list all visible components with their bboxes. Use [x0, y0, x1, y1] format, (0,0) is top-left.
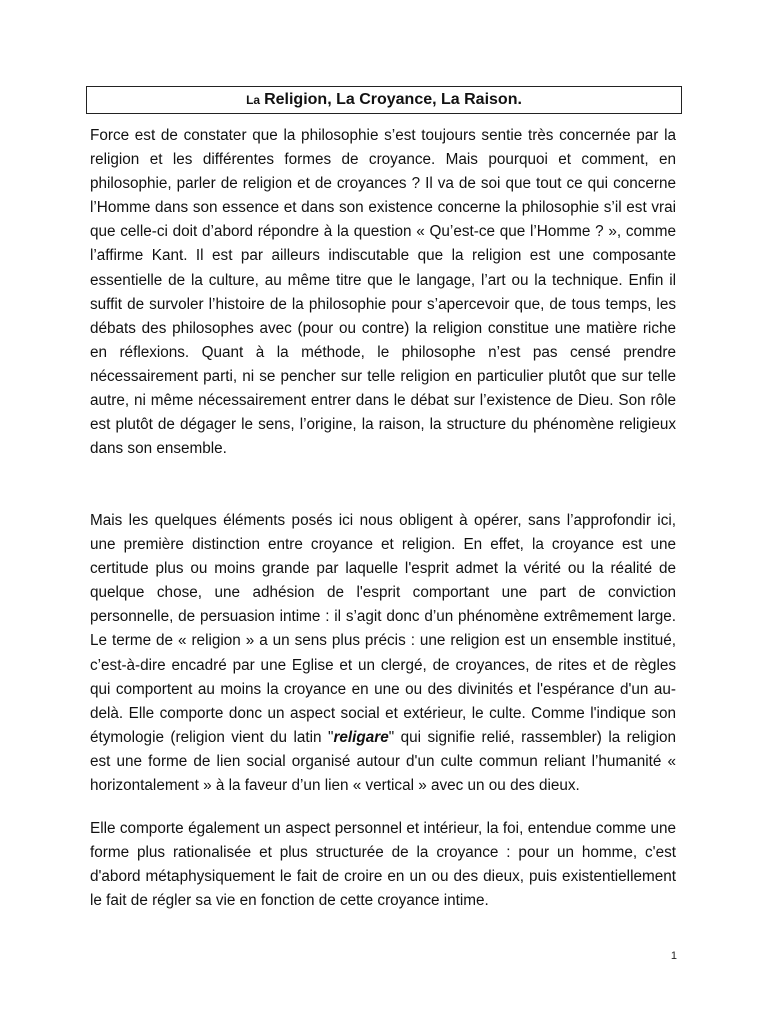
document-title: [246, 91, 522, 109]
paragraph-2-part-1: Mais les quelques éléments posés ici nous obligent à opérer, sans l’approfondir ici, une première distinction entre croyance et religion. En effet, la croyance est une certitude plus ou moins grande par laquelle l'esprit admet la vérité ou la réalité de quelque chose, une adhésion de l'esprit comportant une part de conviction personnelle, de persuasion intime : il s’agit donc d’un phénomène extrêmement large. Le terme de « religion » a un sens plus précis : une religion est un ensemble institué, c’est-à-dire encadré par une Eglise et un clergé, de croyances, de rites et de règles qui comportent au moins la croyance en une ou des divinités et l'espérance d'un au-delà. Elle comporte donc un aspect social et extérieur, le culte. Comme l'indique son étymologie (religion vient du latin ": [90, 512, 676, 746]
paragraph-2: [90, 509, 676, 798]
title-prefix: La: [246, 93, 261, 107]
paragraph-3: Elle comporte également un aspect personnel et intérieur, la foi, entendue comme une forme plus rationalisée et plus structurée de la croyance : pour un homme, c'est d'abord métaphysiquement le fait de croire en un ou des dieux, puis existentiellement le fait de régler sa vie en fonction de cette croyance intime.: [90, 820, 676, 910]
title-main: Religion, La Croyance, La Raison.: [264, 91, 522, 108]
latin-term: religare: [333, 728, 389, 746]
page-number: 1: [670, 950, 677, 962]
paragraph-1: Force est de constater que la philosophie s’est toujours sentie très concernée par la religion et les différentes formes de croyance. Mais pourquoi et comment, en philosophie, parler de religion et de croyances ? Il va de soi que tout ce qui concerne l’Homme dans son essence et dans son existence concerne la philosophie s’il est vrai que celle-ci doit d’abord répondre à la question « Qu’est-ce que l’Homme ? », comme l’affirme Kant. Il est par ailleurs indiscutable que la religion est une composante essentielle de la culture, au même titre que le langage, l’art ou la technique. Enfin il suffit de survoler l’histoire de la philosophie pour s’apercevoir que, de tous temps, les débats des philosophes avec (pour ou contre) la religion constitue une matière riche en réflexions. Quant à la méthode, le philosophe n’est pas censé prendre nécessairement parti, ni se pencher sur telle religion en particulier plutôt que sur telle autre, ni même nécessairement entrer dans le débat sur l’existence de Dieu. Son rôle est plutôt de dégager le sens, l’origine, la raison, la structure du phénomène religieux dans son ensemble.: [90, 127, 676, 458]
paragraph-2-part-2: " qui signifie relié, rassembler) la religion est une forme de lien social organisé autour d'un culte commun reliant l’humanité « horizontalement » à la faveur d’un lien « vertical » avec un ou des dieux.: [90, 728, 676, 795]
title-box: [86, 86, 682, 114]
